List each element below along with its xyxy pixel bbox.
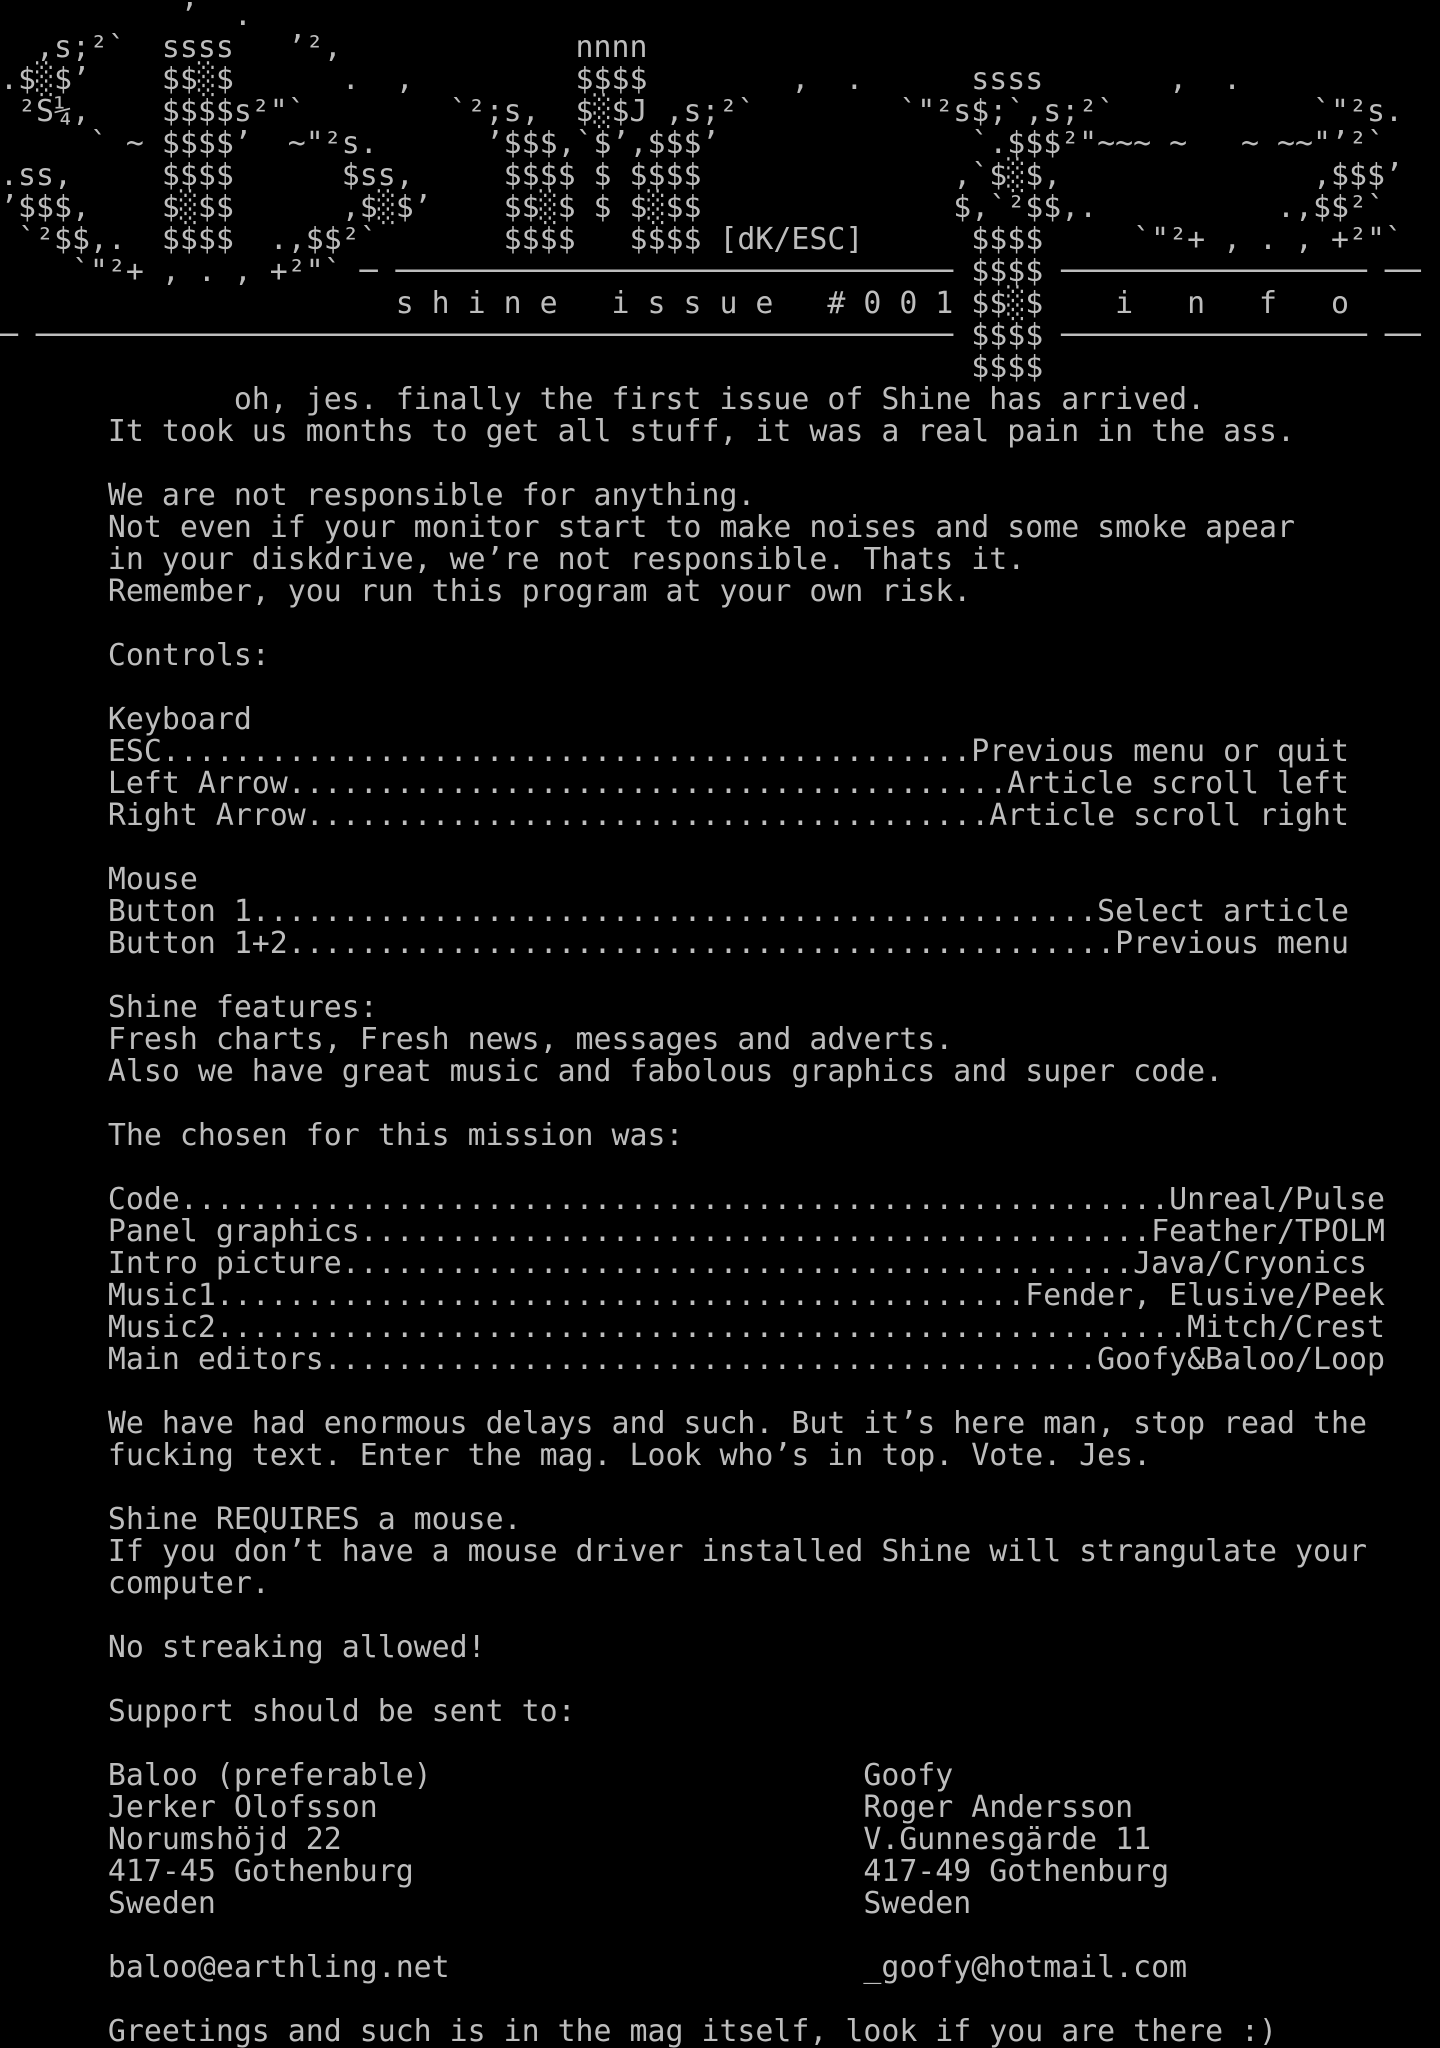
screen-line: Norumshöjd 22 V.Gunnesgärde 11: [0, 1822, 1152, 1857]
screen-line: ` ~ $$$$’ ~"²s. ’$$$,`$’,$$$’ `.$$$²"~~~ ~ ~ ~~"’²`: [0, 126, 1385, 161]
screen-line: s h i n e i s s u e # 0 0 1 $$░$ i n f o: [0, 286, 1349, 321]
screen-line: Main editors...........................................Goofy&Baloo/Loop: [0, 1342, 1385, 1377]
screen-line: Shine REQUIRES a mouse.: [0, 1502, 522, 1537]
screen-line: Button 1...............................................Select article: [0, 894, 1349, 929]
screen-line: oh, jes. finally the first issue of Shine has arrived.: [0, 382, 1206, 417]
screen-line: Sweden Sweden: [0, 1886, 972, 1921]
screen-line: .ss, $$$$ $ss, $$$$ $ $$$$ ,`$░$, ,$$$’: [0, 158, 1403, 193]
screen-line: Left Arrow........................................Article scroll left: [0, 766, 1349, 801]
screen-line: baloo@earthling.net _goofy@hotmail.com: [0, 1950, 1188, 1985]
screen-line: Shine features:: [0, 990, 378, 1025]
screen-line: ESC.............................................Previous menu or quit: [0, 734, 1349, 769]
screen-line: `²$$,. $$$$ .,$$²` $$$$ $$$$ [dK/ESC] $$$$ `"²+ , . , +²"`: [0, 222, 1403, 257]
screen-line: Controls:: [0, 638, 270, 673]
screen-line: ²S¼, $$$$s²"` `²;s, $░$J ,s;²` `"²s$;`,s;²` `"²s.: [0, 94, 1403, 129]
screen-line: Code.......................................................Unreal/Pulse: [0, 1182, 1385, 1217]
screen-line: We have had enormous delays and such. But it’s here man, stop read the: [0, 1406, 1367, 1441]
screen-line: Baloo (preferable) Goofy: [0, 1758, 954, 1793]
screen-line: ─ ─────────────────────────────────────────────────── $$$$ ───────────────── ──: [0, 318, 1421, 353]
screen-line: Mouse: [0, 862, 198, 897]
screen-line: computer.: [0, 1566, 270, 1601]
screen-line: .$░$’ $$░$ . , $$$$ , . ssss , .: [0, 62, 1242, 97]
screen-line: We are not responsible for anything.: [0, 478, 756, 513]
screen-line: ’ .: [0, 0, 252, 33]
screen-line: Panel graphics............................................Feather/TPOLM: [0, 1214, 1385, 1249]
screen-line: ,s;²` ssss ’², nnnn: [0, 30, 648, 65]
screen-line: Intro picture............................................Java/Cryonics: [0, 1246, 1367, 1281]
screen-line: fucking text. Enter the mag. Look who’s in top. Vote. Jes.: [0, 1438, 1152, 1473]
screen-line: ’$$$, $░$$ ,$░$’ $$░$ $ $░$$ $,`²$$,. .,$$²`: [0, 190, 1385, 225]
screen-line: It took us months to get all stuff, it was a real pain in the ass.: [0, 414, 1296, 449]
screen-line: Music2......................................................Mitch/Crest: [0, 1310, 1385, 1345]
screen-line: If you don’t have a mouse driver installed Shine will strangulate your: [0, 1534, 1367, 1569]
screen-line: Greetings and such is in the mag itself, look if you are there :): [0, 2014, 1278, 2048]
screen-line: Also we have great music and fabolous graphics and super code.: [0, 1054, 1224, 1089]
screen-line: `"²+ , . , +²"` ─ ─────────────────────────────── $$$$ ───────────────── ──: [0, 254, 1421, 289]
screen-line: in your diskdrive, we’re not responsible. Thats it.: [0, 542, 1026, 577]
screen-line: Music1.............................................Fender, Elusive/Peek: [0, 1278, 1385, 1313]
screen-line: Button 1+2..............................................Previous menu: [0, 926, 1349, 961]
screen-line: Remember, you run this program at your own risk.: [0, 574, 972, 609]
screen-line: Fresh charts, Fresh news, messages and adverts.: [0, 1022, 954, 1057]
screen-line: $$$$: [0, 350, 1044, 385]
screen-line: Not even if your monitor start to make noises and some smoke apear: [0, 510, 1296, 545]
screen-line: 417-45 Gothenburg 417-49 Gothenburg: [0, 1854, 1170, 1889]
screen-line: Jerker Olofsson Roger Andersson: [0, 1790, 1134, 1825]
screen-line: Keyboard: [0, 702, 252, 737]
screen-line: No streaking allowed!: [0, 1630, 486, 1665]
screen-line: The chosen for this mission was:: [0, 1118, 684, 1153]
screen-line: Right Arrow......................................Article scroll right: [0, 798, 1349, 833]
screen-line: Support should be sent to:: [0, 1694, 576, 1729]
